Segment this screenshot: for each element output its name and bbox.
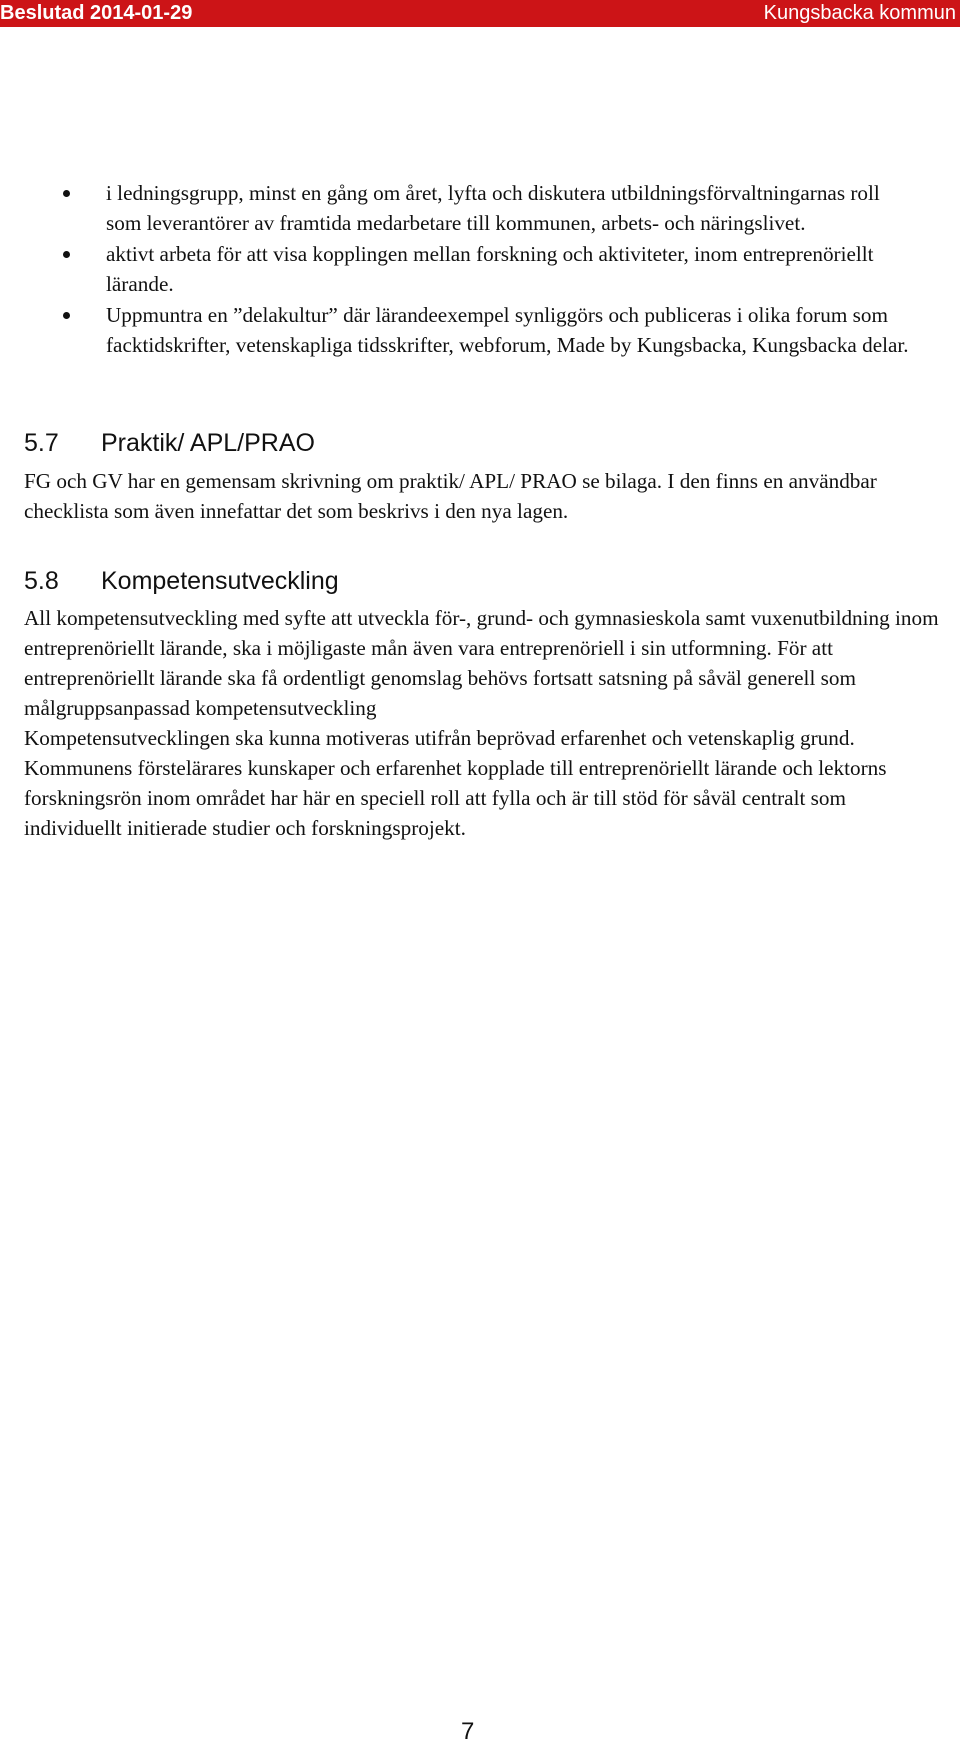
section-body-kompetensutveckling: [24, 603, 944, 843]
page-number: 7: [461, 1718, 475, 1745]
section-number: 5.8: [24, 567, 59, 595]
section-body-praktik: [24, 466, 944, 526]
bullet-icon: [63, 251, 70, 258]
section-number: 5.7: [24, 429, 59, 457]
bullet-list: [60, 178, 920, 361]
list-item: [60, 178, 920, 238]
bullet-text: Uppmuntra en ”delakultur” där lärandeexempel synliggörs och publiceras i olika forum som facktidskrifter, vetenskapliga tidsskrifter, webforum, Made by Kungsbacka, Kungsbacka delar.: [106, 303, 909, 357]
bullet-icon: [63, 190, 70, 197]
bullet-text: aktivt arbeta för att visa kopplingen mellan forskning och aktiviteter, inom entreprenöriellt lärande.: [106, 242, 874, 296]
section-title: Praktik/ APL/PRAO: [101, 429, 315, 457]
paragraph: FG och GV har en gemensam skrivning om praktik/ APL/ PRAO se bilaga. I den finns en användbar checklista som även innefattar det som beskrivs i den nya lagen.: [24, 469, 877, 523]
header-date: Beslutad 2014-01-29: [0, 2, 193, 24]
list-item: [60, 300, 920, 360]
paragraph: All kompetensutveckling med syfte att utveckla för-, grund- och gymnasieskola samt vuxenutbildning inom entreprenöriellt lärande, ska i möjligaste mån även vara entreprenöriell i sin utformning. För att entreprenöriellt lärande ska få ordentligt genomslag behövs fortsatt satsning på såväl generell som målgruppsanpassad kompetensutveckling: [24, 606, 939, 720]
bullet-icon: [63, 312, 70, 319]
bullet-text: i ledningsgrupp, minst en gång om året, lyfta och diskutera utbildningsförvaltningarnas roll som leverantörer av framtida medarbetare till kommunen, arbets- och näringslivet.: [106, 181, 880, 235]
section-heading-kompetensutveckling: [24, 566, 339, 596]
header-organization: Kungsbacka kommun: [763, 2, 956, 24]
section-title: Kompetensutveckling: [101, 567, 339, 595]
list-item: [60, 239, 920, 299]
section-heading-praktik: [24, 428, 315, 458]
paragraph: Kompetensutvecklingen ska kunna motiveras utifrån beprövad erfarenhet och vetenskaplig grund. Kommunens förstelärares kunskaper och erfarenhet kopplade till entreprenöriellt lärande och lektorns forskningsrön inom området har här en speciell roll att fylla och är till stöd för såväl centralt som individuellt initierade studier och forskningsprojekt.: [24, 726, 887, 840]
